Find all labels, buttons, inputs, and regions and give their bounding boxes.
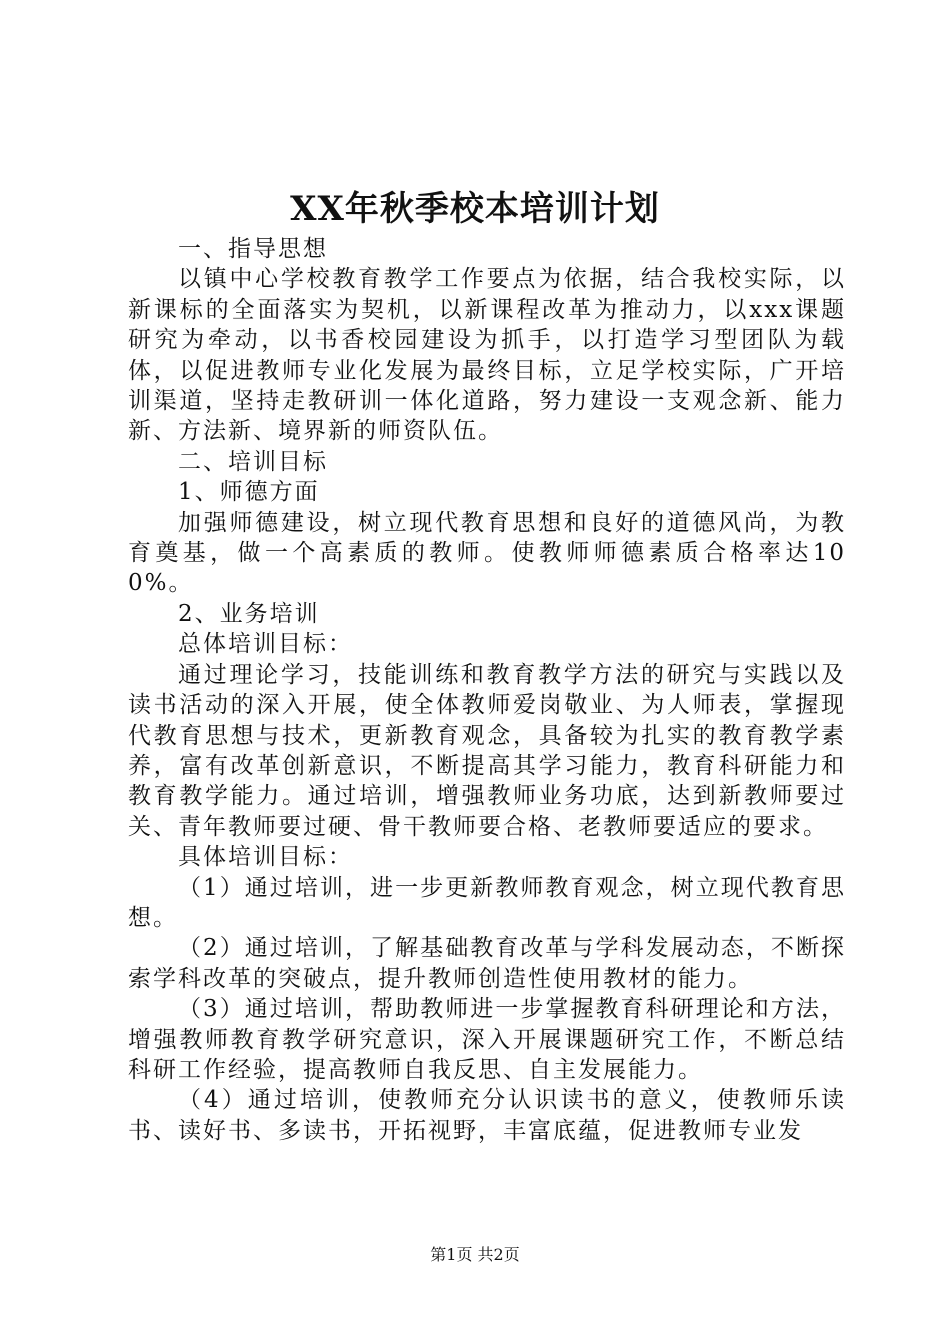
list-item-goal-3: （3）通过培训，帮助教师进一步掌握教育科研理论和方法，增强教师教育教学研究意识，深入开展课题研究工作，不断总结科研工作经验，提高教师自我反思、自主发展能力。 [128,996,846,1083]
list-item-goal-4: （4）通过培训，使教师充分认识读书的意义，使教师乐读书、读好书、多读书，开拓视野，丰富底蕴，促进教师专业发 [128,1087,846,1144]
subheading-overall-goals: 总体培训目标： [178,631,353,658]
section-heading-training-goals: 二、培训目标 [178,448,328,475]
subheading-professional-training: 2、业务培训 [178,600,320,627]
section-heading-guiding-ideology: 一、指导思想 [178,236,328,262]
page-number-footer: 第1页 共2页 [430,1245,520,1264]
list-item-goal-1: （1）通过培训，进一步更新教师教育观念，树立现代教育思想。 [128,874,846,931]
subheading-specific-goals: 具体培训目标： [178,844,353,871]
subheading-teacher-ethics: 1、师德方面 [178,479,320,506]
paragraph-overall-goals: 通过理论学习，技能训练和教育教学方法的研究与实践以及读书活动的深入开展，使全体教师爱岗敬业、为人师表，掌握现代教育思想与技术，更新教育观念，具备较为扎实的教育教学素养，富有改革创新意识，不断提高其学习能力，教育科研能力和教育教学能力。通过培训，增强教师业务功底，达到新教师要过关、青年教师要过硬、骨干教师要合格、老教师要适应的要求。 [128,661,846,840]
list-item-goal-2: （2）通过培训，了解基础教育改革与学科发展动态，不断探索学科改革的突破点，提升教师创造性使用教材的能力。 [128,935,846,992]
document-title: XX年秋季校本培训计划 [290,189,660,229]
paragraph-teacher-ethics: 加强师德建设，树立现代教育思想和良好的道德风尚，为教育奠基，做一个高素质的教师。使教师师德素质合格率达100%。 [128,509,846,597]
paragraph-guiding-ideology: 以镇中心学校教育教学工作要点为依据，结合我校实际，以新课标的全面落实为契机，以新课程改革为推动力，以xxx课题研究为牵动，以书香校园建设为抓手，以打造学习型团队为载体，以促进教师专业化发展为最终目标，立足学校实际，广开培训渠道，坚持走教研训一体化道路，努力建设一支观念新、能力新、方法新、境界新的师资队伍。 [128,266,846,445]
document-body [128,234,846,1146]
